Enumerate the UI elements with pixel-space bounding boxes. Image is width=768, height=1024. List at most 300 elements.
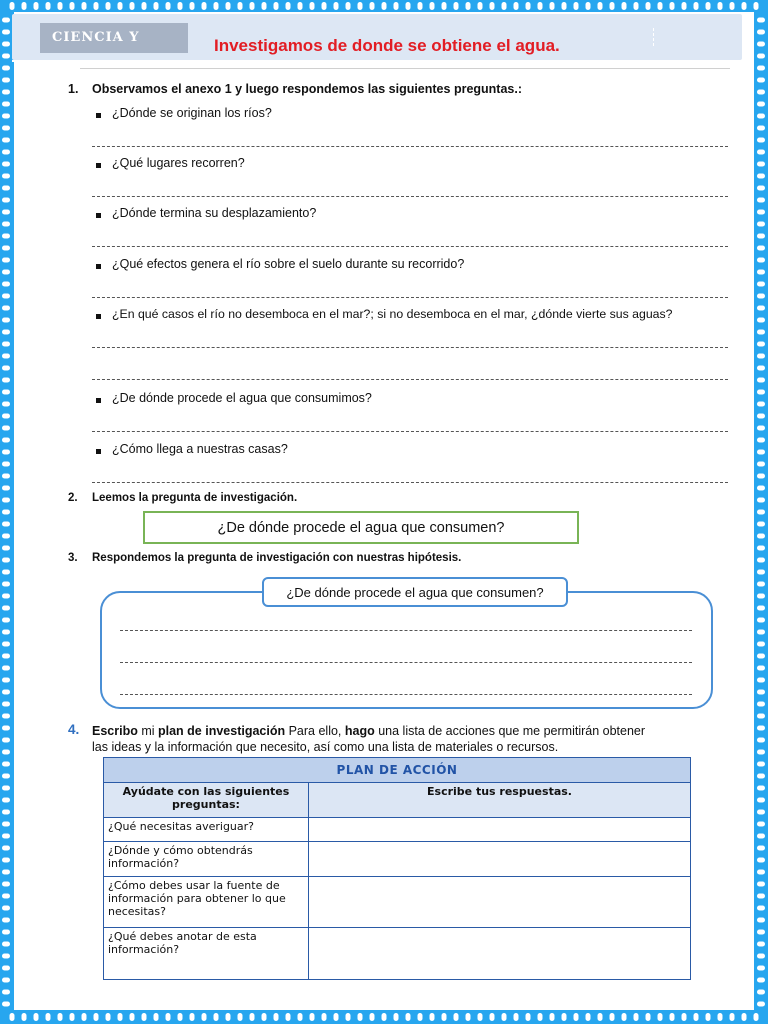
bullet bbox=[96, 163, 101, 168]
bullet bbox=[96, 113, 101, 118]
frame-dot bbox=[757, 270, 765, 275]
hypothesis-line[interactable] bbox=[120, 694, 692, 695]
frame-dot bbox=[646, 2, 651, 10]
question-3: ¿Dónde termina su desplazamiento? bbox=[112, 206, 317, 220]
frame-dot bbox=[2, 162, 10, 167]
frame-dot bbox=[2, 318, 10, 323]
frame-dot bbox=[757, 666, 765, 671]
frame-dot bbox=[106, 1013, 111, 1021]
frame-dot bbox=[757, 246, 765, 251]
bullet bbox=[96, 213, 101, 218]
frame-dot bbox=[757, 630, 765, 635]
frame-dot bbox=[46, 1013, 51, 1021]
frame-dot bbox=[514, 1013, 519, 1021]
section4-line2: las ideas y la información que necesito, así como una lista de materiales o recursos. bbox=[92, 740, 559, 754]
frame-dot bbox=[757, 390, 765, 395]
answer-line[interactable] bbox=[92, 347, 728, 348]
header-divider bbox=[12, 60, 742, 62]
section4-text: plan de investigación bbox=[158, 724, 286, 738]
frame-dot bbox=[2, 522, 10, 527]
frame-dot bbox=[757, 306, 765, 311]
frame-dot bbox=[757, 102, 765, 107]
frame-dot bbox=[82, 2, 87, 10]
frame-dot bbox=[757, 930, 765, 935]
table-answer-cell[interactable] bbox=[309, 928, 691, 980]
frame-dot bbox=[226, 2, 231, 10]
frame-dot bbox=[70, 2, 75, 10]
frame-dot bbox=[757, 594, 765, 599]
frame-dot bbox=[2, 630, 10, 635]
frame-dot bbox=[478, 2, 483, 10]
answer-line[interactable] bbox=[92, 297, 728, 298]
col-header-questions: Ayúdate con las siguientes preguntas: bbox=[104, 783, 309, 818]
page-title: Investigamos de donde se obtiene el agua. bbox=[214, 36, 560, 55]
frame-dot bbox=[757, 870, 765, 875]
frame-dot bbox=[757, 726, 765, 731]
frame-dot bbox=[2, 762, 10, 767]
frame-dot bbox=[34, 1013, 39, 1021]
frame-dot bbox=[10, 2, 15, 10]
frame-dot bbox=[757, 606, 765, 611]
frame-dot bbox=[94, 2, 99, 10]
frame-dot bbox=[178, 1013, 183, 1021]
frame-dot bbox=[622, 1013, 627, 1021]
frame-dot bbox=[2, 882, 10, 887]
frame-dot bbox=[526, 1013, 531, 1021]
frame-dot bbox=[2, 174, 10, 179]
hypothesis-line[interactable] bbox=[120, 662, 692, 663]
section3-number: 3. bbox=[68, 552, 78, 564]
frame-dot bbox=[658, 2, 663, 10]
frame-dot bbox=[2, 618, 10, 623]
frame-dot bbox=[757, 786, 765, 791]
section4-text: hago bbox=[344, 724, 375, 738]
frame-dot bbox=[757, 354, 765, 359]
frame-dot bbox=[190, 1013, 195, 1021]
frame-dot bbox=[562, 2, 567, 10]
frame-dot bbox=[757, 162, 765, 167]
frame-dot bbox=[2, 66, 10, 71]
frame-dot bbox=[574, 2, 579, 10]
frame-dot bbox=[634, 1013, 639, 1021]
frame-dot bbox=[2, 366, 10, 371]
frame-dot bbox=[682, 2, 687, 10]
frame-dot bbox=[586, 1013, 591, 1021]
frame-dot bbox=[757, 474, 765, 479]
answer-line[interactable] bbox=[92, 379, 728, 380]
frame-dot bbox=[757, 426, 765, 431]
frame-dot bbox=[418, 2, 423, 10]
frame-dot bbox=[2, 990, 10, 995]
section2-heading: Leemos la pregunta de investigación. bbox=[92, 492, 298, 504]
frame-dot bbox=[757, 498, 765, 503]
frame-dot bbox=[634, 2, 639, 10]
frame-dot bbox=[538, 2, 543, 10]
frame-dot bbox=[58, 2, 63, 10]
frame-dot bbox=[46, 2, 51, 10]
frame-dot bbox=[2, 450, 10, 455]
frame-dot bbox=[2, 690, 10, 695]
frame-dot bbox=[2, 114, 10, 119]
frame-dot bbox=[2, 342, 10, 347]
frame-dot bbox=[2, 486, 10, 491]
frame-dot bbox=[2, 498, 10, 503]
frame-dot bbox=[598, 1013, 603, 1021]
frame-dot bbox=[214, 2, 219, 10]
frame-dot bbox=[757, 486, 765, 491]
frame-dot bbox=[757, 90, 765, 95]
answer-line[interactable] bbox=[92, 431, 728, 432]
bullet bbox=[96, 264, 101, 269]
frame-dot bbox=[718, 2, 723, 10]
frame-dot bbox=[757, 882, 765, 887]
frame-dot bbox=[442, 1013, 447, 1021]
section1-number: 1. bbox=[68, 82, 79, 96]
table-question-cell: ¿Cómo debes usar la fuente de información para obtener lo que necesitas? bbox=[104, 877, 309, 928]
frame-dot bbox=[2, 198, 10, 203]
frame-dot bbox=[2, 702, 10, 707]
frame-dot bbox=[757, 714, 765, 719]
frame-dot bbox=[742, 1013, 747, 1021]
frame-dot bbox=[670, 1013, 675, 1021]
frame-dot bbox=[2, 846, 10, 851]
frame-dot bbox=[106, 2, 111, 10]
frame-dot bbox=[406, 2, 411, 10]
frame-dot bbox=[757, 378, 765, 383]
frame-dot bbox=[202, 2, 207, 10]
frame-dot bbox=[214, 1013, 219, 1021]
frame-dot bbox=[757, 558, 765, 563]
frame-dot bbox=[550, 1013, 555, 1021]
frame-dot bbox=[2, 426, 10, 431]
section1-heading: Observamos el anexo 1 y luego respondemos las siguientes preguntas.: bbox=[92, 82, 522, 96]
bullet bbox=[96, 449, 101, 454]
frame-dot bbox=[757, 654, 765, 659]
section4-text: una lista de acciones que me permitirán obtener bbox=[374, 724, 646, 738]
frame-dot bbox=[334, 2, 339, 10]
frame-dot bbox=[538, 1013, 543, 1021]
frame-dot bbox=[238, 2, 243, 10]
table-caption: PLAN DE ACCIÓN bbox=[104, 758, 691, 783]
frame-dot bbox=[757, 702, 765, 707]
frame-dot bbox=[2, 462, 10, 467]
frame-dot bbox=[562, 1013, 567, 1021]
frame-dot bbox=[262, 2, 267, 10]
frame-dot bbox=[118, 1013, 123, 1021]
frame-dot bbox=[757, 618, 765, 623]
table-question-cell: ¿Dónde y cómo obtendrás información? bbox=[104, 842, 309, 877]
frame-dot bbox=[757, 450, 765, 455]
frame-dot bbox=[226, 1013, 231, 1021]
hypothesis-box bbox=[100, 591, 713, 709]
frame-dot bbox=[2, 966, 10, 971]
frame-dot bbox=[454, 1013, 459, 1021]
question-5: ¿En qué casos el río no desemboca en el mar?; si no desemboca en el mar, ¿dónde vierte sus aguas? bbox=[112, 307, 673, 321]
frame-dot bbox=[2, 738, 10, 743]
frame-dot bbox=[358, 1013, 363, 1021]
question-7: ¿Cómo llega a nuestras casas? bbox=[112, 442, 288, 456]
frame-dot bbox=[22, 1013, 27, 1021]
frame-dot bbox=[490, 1013, 495, 1021]
frame-dot bbox=[478, 1013, 483, 1021]
frame-dot bbox=[757, 66, 765, 71]
action-plan-table bbox=[103, 757, 691, 980]
frame-dot bbox=[310, 1013, 315, 1021]
frame-dot bbox=[730, 2, 735, 10]
frame-dot bbox=[2, 654, 10, 659]
frame-dot bbox=[757, 402, 765, 407]
col-header-answers: Escribe tus respuestas. bbox=[309, 783, 691, 818]
table-question-cell: ¿Qué necesitas averiguar? bbox=[104, 818, 309, 842]
frame-dot bbox=[322, 1013, 327, 1021]
frame-dot bbox=[466, 2, 471, 10]
table-answer-cell[interactable] bbox=[309, 818, 691, 842]
frame-dot bbox=[757, 690, 765, 695]
frame-dot bbox=[2, 150, 10, 155]
frame-dot bbox=[757, 798, 765, 803]
frame-dot bbox=[757, 846, 765, 851]
frame-dot bbox=[757, 894, 765, 899]
frame-dot bbox=[757, 258, 765, 263]
frame-dot bbox=[2, 894, 10, 899]
frame-dot bbox=[757, 174, 765, 179]
frame-dot bbox=[757, 18, 765, 23]
frame-dot bbox=[757, 774, 765, 779]
frame-dot bbox=[754, 2, 759, 10]
frame-dot bbox=[754, 1013, 759, 1021]
frame-dot bbox=[757, 114, 765, 119]
frame-dot bbox=[2, 354, 10, 359]
frame-dot bbox=[2, 138, 10, 143]
frame-dot bbox=[514, 2, 519, 10]
frame-dot bbox=[2, 582, 10, 587]
frame-dot bbox=[2, 222, 10, 227]
frame-dot bbox=[2, 378, 10, 383]
frame-dot bbox=[370, 2, 375, 10]
frame-dot bbox=[757, 42, 765, 47]
frame-dot bbox=[610, 2, 615, 10]
frame-dot bbox=[550, 2, 555, 10]
frame-dot bbox=[2, 90, 10, 95]
frame-dot bbox=[757, 210, 765, 215]
frame-dot bbox=[2, 774, 10, 779]
frame-dot bbox=[694, 1013, 699, 1021]
frame-dot bbox=[757, 906, 765, 911]
frame-dot bbox=[2, 942, 10, 947]
frame-dot bbox=[757, 750, 765, 755]
frame-dot bbox=[274, 2, 279, 10]
frame-dot bbox=[2, 534, 10, 539]
frame-dot bbox=[2, 30, 10, 35]
frame-dot bbox=[82, 1013, 87, 1021]
frame-dot bbox=[394, 1013, 399, 1021]
frame-dot bbox=[2, 270, 10, 275]
frame-dot bbox=[2, 594, 10, 599]
frame-dot bbox=[2, 666, 10, 671]
frame-dot bbox=[2, 786, 10, 791]
frame-dot bbox=[2, 42, 10, 47]
frame-dot bbox=[757, 522, 765, 527]
frame-dot bbox=[22, 2, 27, 10]
frame-dot bbox=[682, 1013, 687, 1021]
frame-dot bbox=[2, 390, 10, 395]
frame-dot bbox=[757, 366, 765, 371]
answer-line[interactable] bbox=[92, 146, 728, 147]
frame-dot bbox=[757, 414, 765, 419]
frame-dot bbox=[757, 294, 765, 299]
frame-dot bbox=[757, 318, 765, 323]
frame-dot bbox=[757, 642, 765, 647]
frame-dot bbox=[322, 2, 327, 10]
frame-dot bbox=[526, 2, 531, 10]
frame-dot bbox=[757, 978, 765, 983]
frame-dot bbox=[118, 2, 123, 10]
frame-dot bbox=[757, 462, 765, 467]
frame-dot bbox=[586, 2, 591, 10]
hypothesis-line[interactable] bbox=[120, 630, 692, 631]
frame-dot bbox=[757, 858, 765, 863]
header-tick bbox=[653, 28, 654, 46]
frame-dot bbox=[310, 2, 315, 10]
frame-dot bbox=[286, 1013, 291, 1021]
frame-dot bbox=[346, 1013, 351, 1021]
frame-dot bbox=[757, 582, 765, 587]
frame-dot bbox=[2, 918, 10, 923]
frame-dot bbox=[757, 234, 765, 239]
section2-number: 2. bbox=[68, 492, 78, 504]
frame-dot bbox=[430, 2, 435, 10]
frame-dot bbox=[2, 642, 10, 647]
frame-dot bbox=[718, 1013, 723, 1021]
frame-dot bbox=[346, 2, 351, 10]
frame-dot bbox=[730, 1013, 735, 1021]
frame-dot bbox=[757, 282, 765, 287]
question-1: ¿Dónde se originan los ríos? bbox=[112, 106, 272, 120]
frame-dot bbox=[757, 138, 765, 143]
frame-dot bbox=[757, 810, 765, 815]
frame-dot bbox=[2, 1002, 10, 1007]
frame-dot bbox=[757, 330, 765, 335]
frame-dot bbox=[2, 282, 10, 287]
frame-dot bbox=[2, 414, 10, 419]
frame-dot bbox=[406, 1013, 411, 1021]
frame-dot bbox=[2, 750, 10, 755]
frame-dot bbox=[2, 54, 10, 59]
frame-dot bbox=[757, 834, 765, 839]
frame-dot bbox=[2, 330, 10, 335]
frame-dot bbox=[757, 126, 765, 131]
frame-dot bbox=[757, 222, 765, 227]
subject-tab: CIENCIA Y TEC.. bbox=[40, 23, 188, 53]
frame-dot bbox=[574, 1013, 579, 1021]
frame-dot bbox=[250, 1013, 255, 1021]
frame-dot bbox=[757, 990, 765, 995]
frame-dot bbox=[658, 1013, 663, 1021]
frame-dot bbox=[742, 2, 747, 10]
frame-dot bbox=[94, 1013, 99, 1021]
frame-dot bbox=[706, 2, 711, 10]
frame-dot bbox=[2, 438, 10, 443]
bullet bbox=[96, 314, 101, 319]
table-answer-cell[interactable] bbox=[309, 877, 691, 928]
section4-text: Escribo bbox=[92, 724, 138, 738]
frame-dot bbox=[2, 798, 10, 803]
frame-dot bbox=[2, 714, 10, 719]
frame-dot bbox=[2, 822, 10, 827]
frame-dot bbox=[2, 78, 10, 83]
frame-dot bbox=[490, 2, 495, 10]
frame-dot bbox=[757, 942, 765, 947]
frame-dot bbox=[757, 738, 765, 743]
frame-dot bbox=[2, 294, 10, 299]
frame-dot bbox=[142, 2, 147, 10]
frame-dot bbox=[154, 1013, 159, 1021]
frame-dot bbox=[394, 2, 399, 10]
frame-dot bbox=[70, 1013, 75, 1021]
frame-dot bbox=[2, 474, 10, 479]
answer-line[interactable] bbox=[92, 196, 728, 197]
frame-dot bbox=[757, 510, 765, 515]
frame-dot bbox=[670, 2, 675, 10]
frame-dot bbox=[622, 2, 627, 10]
frame-dot bbox=[2, 306, 10, 311]
frame-dot bbox=[757, 1002, 765, 1007]
table-answer-cell[interactable] bbox=[309, 842, 691, 877]
frame-dot bbox=[2, 210, 10, 215]
frame-dot bbox=[757, 546, 765, 551]
frame-dot bbox=[646, 1013, 651, 1021]
section4-number: 4. bbox=[68, 722, 80, 737]
frame-dot bbox=[58, 1013, 63, 1021]
frame-dot bbox=[2, 186, 10, 191]
section3-heading: Respondemos la pregunta de investigación con nuestras hipótesis. bbox=[92, 552, 462, 564]
frame-dot bbox=[442, 2, 447, 10]
frame-dot bbox=[2, 402, 10, 407]
frame-dot bbox=[238, 1013, 243, 1021]
frame-dot bbox=[757, 954, 765, 959]
frame-dot bbox=[757, 438, 765, 443]
frame-dot bbox=[2, 234, 10, 239]
answer-line[interactable] bbox=[92, 482, 728, 483]
question-6: ¿De dónde procede el agua que consumimos? bbox=[112, 391, 372, 405]
question-4: ¿Qué efectos genera el río sobre el suelo durante su recorrido? bbox=[112, 257, 465, 271]
frame-dot bbox=[2, 726, 10, 731]
frame-dot bbox=[2, 258, 10, 263]
frame-dot bbox=[178, 2, 183, 10]
frame-dot bbox=[370, 1013, 375, 1021]
answer-line[interactable] bbox=[92, 246, 728, 247]
frame-dot bbox=[757, 30, 765, 35]
section4-line1 bbox=[92, 724, 645, 738]
frame-dot bbox=[757, 918, 765, 923]
frame-dot bbox=[2, 570, 10, 575]
frame-dot bbox=[466, 1013, 471, 1021]
frame-dot bbox=[598, 2, 603, 10]
frame-dot bbox=[502, 1013, 507, 1021]
bullet bbox=[96, 398, 101, 403]
frame-dot bbox=[610, 1013, 615, 1021]
frame-dot bbox=[2, 246, 10, 251]
frame-dot bbox=[2, 558, 10, 563]
frame-dot bbox=[757, 966, 765, 971]
frame-dot bbox=[757, 822, 765, 827]
frame-dot bbox=[757, 54, 765, 59]
frame-dot bbox=[2, 510, 10, 515]
frame-dot bbox=[757, 570, 765, 575]
frame-dot bbox=[334, 1013, 339, 1021]
frame-dot bbox=[130, 2, 135, 10]
question-2: ¿Qué lugares recorren? bbox=[112, 156, 245, 170]
